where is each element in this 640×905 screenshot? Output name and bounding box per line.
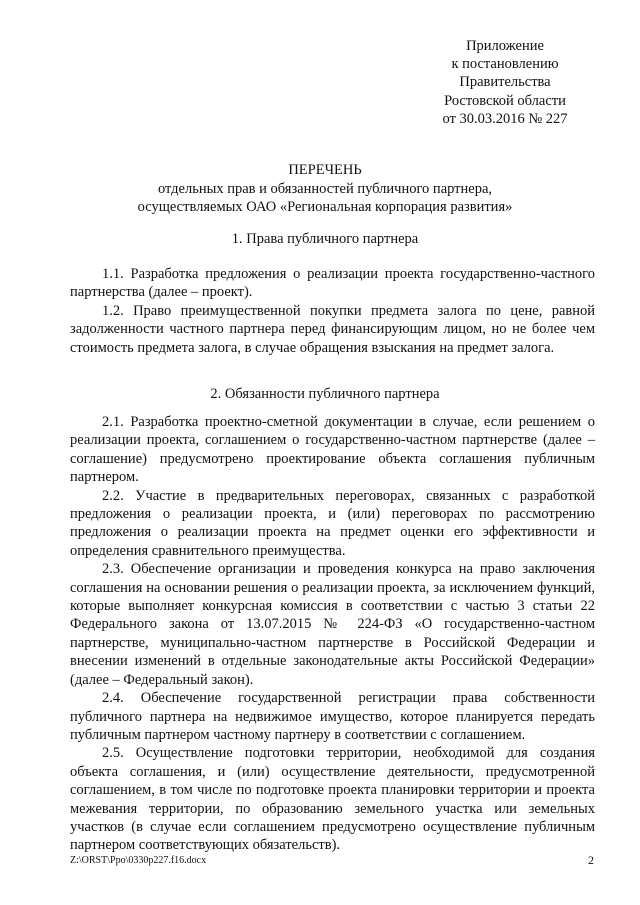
paragraph-2-4: 2.4. Обеспечение государственной регистрации права собственности публичного партнера на недвижимое имущество, которое планируется передать публичным партнером частному партнеру в соответствии с соглашением.: [70, 690, 595, 743]
paragraph-1-2: 1.2. Право преимущественной покупки предмета залога по цене, равной задолженности частного партнера перед финансирующим лицом, но не более чем стоимость предмета залога, в случае обращения взыскания на предмет залога.: [70, 302, 595, 356]
approval-line-3: Правительства: [459, 74, 551, 91]
approval-line-4: Ростовской области: [444, 92, 566, 109]
section-2-body: [70, 413, 595, 855]
page-number: 2: [588, 853, 594, 867]
section-2-heading: 2. Обязанности публичного партнера: [210, 386, 440, 402]
section-1-body: [70, 265, 595, 357]
paragraph-2-2: 2.2. Участие в предварительных переговорах, связанных с разработкой предложения о реализации проекта, и (или) переговорах по рассмотрению предложения о реализации проекта на предмет оценки его эффективности и определения сравнительного преимущества.: [70, 487, 595, 559]
section-1-heading: 1. Права публичного партнера: [231, 231, 419, 247]
paragraph-1-1: 1.1. Разработка предложения о реализации проекта государственно-частного партнерства (далее – проект).: [70, 266, 595, 301]
title-line-1: отдельных прав и обязанностей публичного партнера,: [157, 180, 493, 197]
approval-stamp: [420, 37, 590, 128]
approval-line-1: Приложение: [466, 38, 544, 54]
title-heading: ПЕРЕЧЕНЬ: [288, 162, 362, 178]
footer-file-path: Z:\ORST\Ppo\0330p227.f16.docx: [70, 855, 207, 866]
paragraph-2-3: 2.3. Обеспечение организации и проведения конкурса на право заключения соглашения на основании решения о реализации проекта, за исключением функций, которые выполняет конкурсная комиссия в соответствии с частью 3 статьи 22 Федерального закона от 13.07.2015 № 224-ФЗ «О государственно-частном партнерстве, муниципально-частном партнерстве в Российской Федерации и внесении изменений в отдельные законодательные акты Российской Федерации» (далее – Федеральный закон).: [70, 561, 595, 688]
paragraph-2-5: 2.5. Осуществление подготовки территории, необходимой для создания объекта соглашения, и (или) осуществление деятельности, предусмотренной соглашением, в том числе по подготовке проекта планировки территории и проекта межевания территории, по образованию земельного участка или земельных участков (в случае если соглашением предусмотрено осуществление публичным партнером соответствующих обязательств).: [70, 745, 595, 854]
paragraph-2-1: 2.1. Разработка проектно-сметной документации в случае, если решением о реализации проекта, соглашением о государственно-частном партнерстве (далее – соглашение) предусмотрено проектирование объекта соглашения публичным партнером.: [70, 414, 595, 486]
approval-line-2: к постановлению: [451, 56, 559, 73]
document-title: [70, 161, 580, 217]
approval-line-5: от 30.03.2016 № 227: [442, 110, 568, 127]
title-line-2: осуществляемых ОАО «Региональная корпорация развития»: [137, 199, 513, 215]
